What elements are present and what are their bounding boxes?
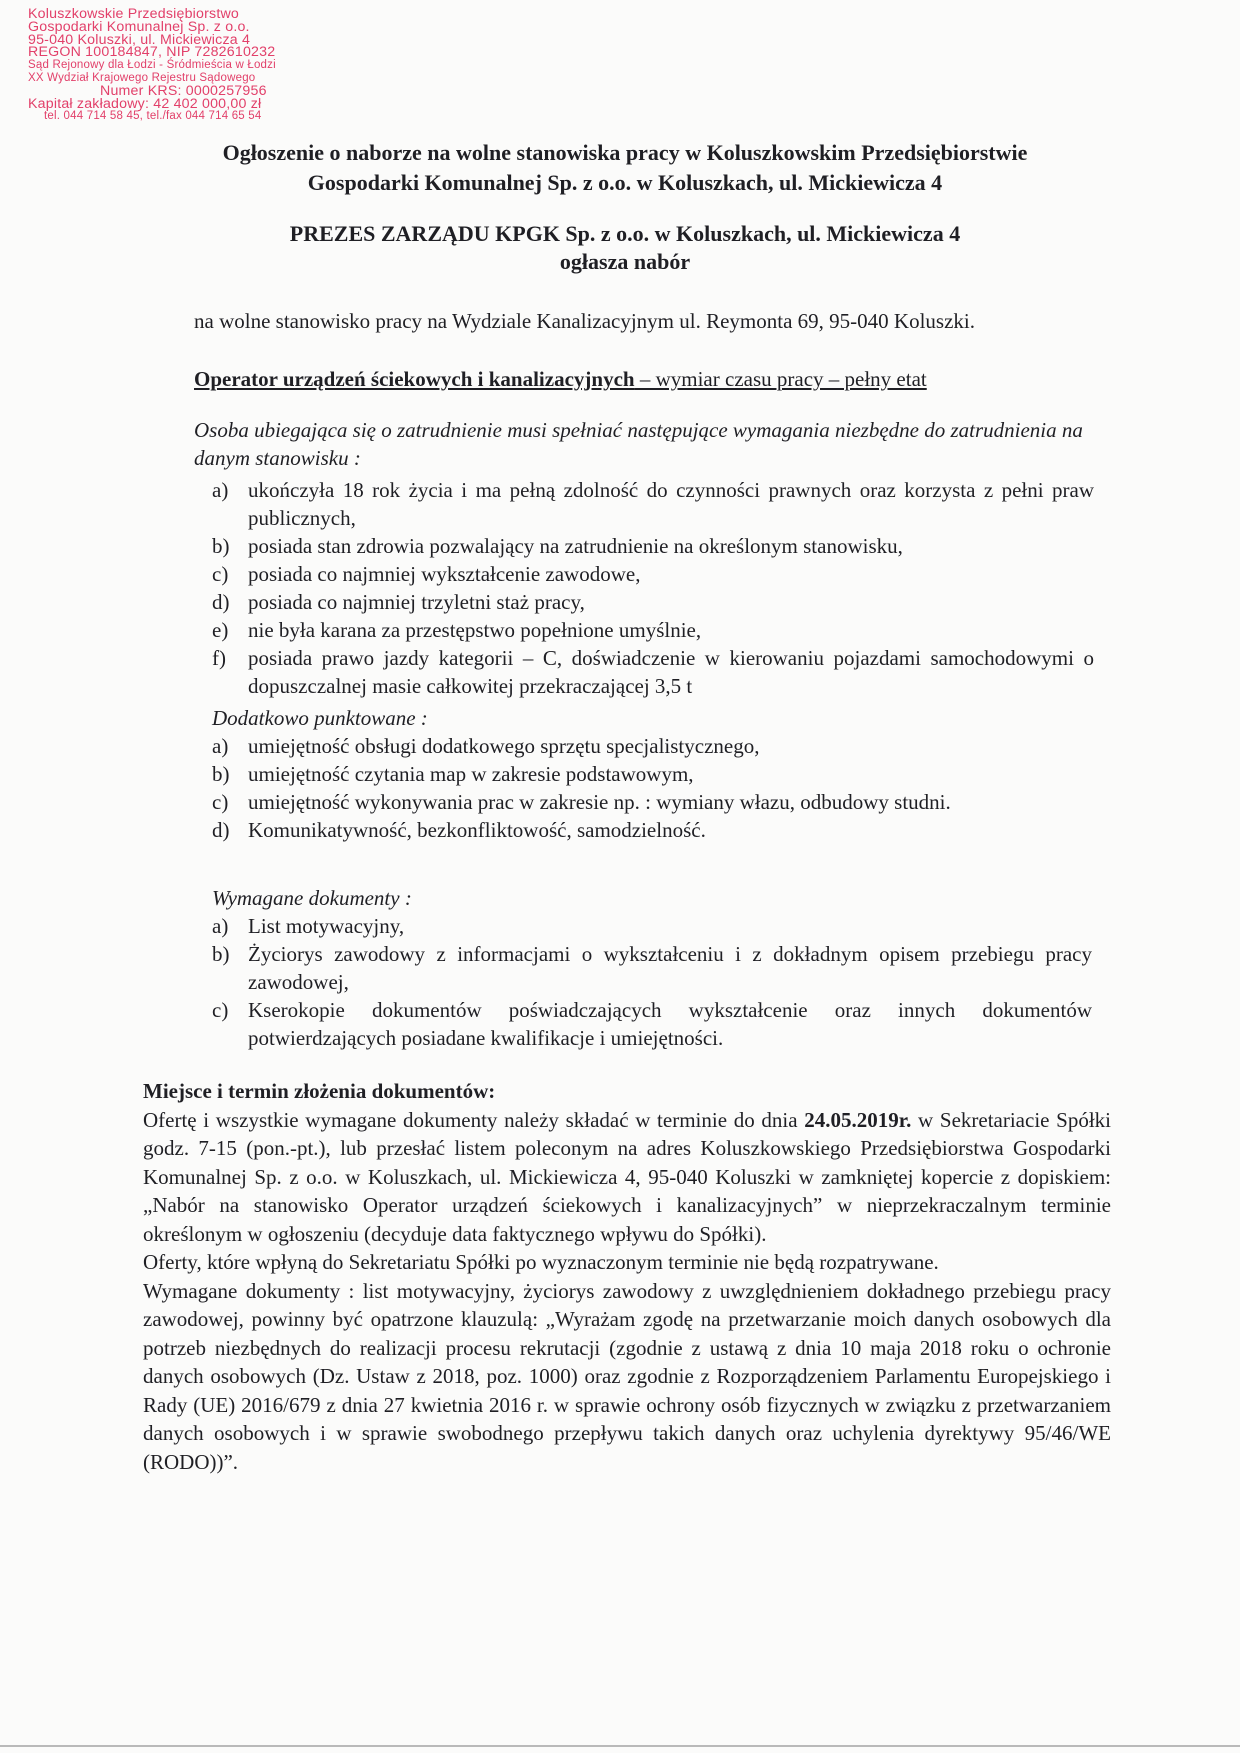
list-item	[212, 732, 1092, 760]
deadline-date: 24.05.2019r.	[804, 1107, 912, 1132]
item-text: posiada prawo jazdy kategorii – C, doświadczenie w kierowaniu pojazdami samochodowymi o dopuszczalnej masie całkowitej przekraczającej 3,5 t	[248, 646, 1094, 698]
item-text: ukończyła 18 rok życia i ma pełną zdolność do czynności prawnych oraz korzysta z pełni praw publicznych,	[248, 478, 1094, 530]
requirements-heading: Osoba ubiegająca się o zatrudnienie musi spełniać następujące wymagania niezbędne do zatrudnienia na danym stanowisku :	[194, 418, 1083, 470]
item-label: b)	[212, 534, 230, 558]
item-text: posiada co najmniej wykształcenie zawodowe,	[248, 562, 641, 586]
item-label: a)	[212, 734, 229, 758]
issuer-heading	[140, 220, 1110, 276]
position-time: – wymiar czasu pracy – pełny etat	[634, 367, 927, 391]
list-item	[194, 532, 1094, 560]
submission-paragraph	[143, 1106, 1111, 1249]
list-item	[212, 760, 1092, 788]
item-text: posiada co najmniej trzyletni staż pracy,	[248, 590, 585, 614]
stamp-line: REGON 100184847, NIP 7282610232	[28, 44, 276, 61]
list-item	[212, 912, 1092, 940]
stamp-line: 95-040 Koluszki, ul. Mickiewicza 4	[28, 31, 251, 48]
list-item	[194, 588, 1094, 616]
list-item	[212, 996, 1092, 1052]
scan-edge-line	[0, 1745, 1240, 1747]
item-text: List motywacyjny,	[248, 914, 405, 938]
stamp-line: Kapitał zakładowy: 42 402 000,00 zł	[28, 95, 262, 112]
list-item	[212, 940, 1092, 996]
item-label: e)	[212, 618, 229, 642]
item-label: a)	[212, 914, 229, 938]
documents-section	[212, 884, 1092, 1052]
submission-heading: Miejsce i termin złożenia dokumentów:	[143, 1079, 496, 1103]
list-item	[212, 788, 1092, 816]
title-line: Gospodarki Komunalnej Sp. z o.o. w Koluszkach, ul. Mickiewicza 4	[307, 170, 943, 195]
item-text: umiejętność obsługi dodatkowego sprzętu specjalistycznego,	[248, 734, 760, 758]
stamp-line: XX Wydział Krajowego Rejestru Sądowego	[28, 71, 256, 84]
list-item	[212, 816, 1092, 844]
item-text: umiejętność wykonywania prac w zakresie np. : wymiany włazu, odbudowy studni.	[248, 790, 951, 814]
stamp-line: Gospodarki Komunalnej Sp. z o.o.	[28, 18, 250, 35]
list-item	[194, 644, 1094, 700]
item-label: b)	[212, 942, 230, 966]
stamp-line: Koluszkowskie Przedsiębiorstwo	[28, 6, 240, 22]
list-item	[194, 476, 1094, 532]
gdpr-clause: Wymagane dokumenty : list motywacyjny, życiorys zawodowy z uwzględnieniem dokładnego przebiegu pracy zawodowej, powinny być opatrzone klauzulą: „Wyrażam zgodę na przetwarzanie moich danych osobowych dla potrzeb niezbędnych do realizacji procesu rekrutacji (zgodnie z ustawą z dnia 10 maja 2018 roku o ochronie danych osobowych (Dz. Ustaw z 2018, poz. 1000) oraz zgodnie z Rozporządzeniem Parlamentu Europejskiego i Rady (UE) 2016/679 z dnia 27 kwietnia 2016 r. w sprawie ochrony osób fizycznych w związku z przetwarzaniem danych osobowych i w sprawie swobodnego przepływu takich danych oraz uchylenia dyrektywy 95/46/WE (RODO))”.	[143, 1278, 1111, 1474]
submission-text: w Sekretariacie Spółki godz. 7-15 (pon.-pt.), lub przesłać listem poleconym na adres Koluszkowskiego Przedsiębiorstwa Gospodarki Komunalnej Sp. z o.o. w Koluszkach, ul. Mickiewicza 4, 95-040 Koluszki w zamkniętej kopercie z dopiskiem: „Nabór na stanowisko Operator urządzeń ściekowych i kanalizacyjnych” w nieprzekraczalnym terminie określonym w ogłoszeniu (decyduje data faktycznego wpływu do Spółki).	[143, 1107, 1112, 1246]
company-stamp	[28, 8, 388, 123]
stamp-line: tel. 044 714 58 45, tel./fax 044 714 65 54	[44, 110, 262, 123]
title-line: Ogłoszenie o naborze na wolne stanowiska pracy w Koluszkowskim Przedsiębiorstwie	[222, 140, 1028, 165]
requirements-section	[194, 416, 1094, 700]
submission-text: Ofertę i wszystkie wymagane dokumenty należy składać w terminie do dnia	[143, 1107, 805, 1132]
stamp-line: Numer KRS: 0000257956	[100, 82, 267, 99]
intro-text: na wolne stanowisko pracy na Wydziale Kanalizacyjnym ul. Reymonta 69, 95-040 Koluszki.	[194, 309, 975, 333]
item-text: Komunikatywność, bezkonfliktowość, samodzielność.	[248, 818, 706, 842]
late-offers-note: Oferty, które wpłyną do Sekretariatu Spółki po wyznaczonym terminie nie będą rozpatrywane.	[143, 1250, 939, 1274]
issuer-line: PREZES ZARZĄDU KPGK Sp. z o.o. w Koluszkach, ul. Mickiewicza 4	[289, 221, 961, 246]
item-label: d)	[212, 590, 230, 614]
extra-heading: Dodatkowo punktowane :	[212, 706, 428, 730]
announcement-title	[140, 138, 1110, 198]
item-text: posiada stan zdrowia pozwalający na zatrudnienie na określonym stanowisku,	[248, 534, 903, 558]
documents-heading: Wymagane dokumenty :	[212, 886, 412, 910]
item-text: nie była karana za przestępstwo popełnione umyślnie,	[248, 618, 702, 642]
issuer-line: ogłasza nabór	[559, 249, 691, 274]
list-item	[194, 616, 1094, 644]
position-name: Operator urządzeń ściekowych i kanalizacyjnych	[194, 367, 635, 391]
item-label: f)	[212, 646, 226, 670]
extra-points-section	[212, 704, 1092, 844]
item-text: umiejętność czytania map w zakresie podstawowym,	[248, 762, 694, 786]
item-label: c)	[212, 562, 229, 586]
item-text: Kserokopie dokumentów poświadczających wykształcenie oraz innych dokumentów potwierdzających posiadane kwalifikacje i umiejętności.	[248, 998, 1092, 1050]
item-text: Życiorys zawodowy z informacjami o wykształceniu i z dokładnym opisem przebiegu pracy zawodowej,	[248, 942, 1092, 994]
list-item	[194, 560, 1094, 588]
position-title	[194, 364, 1074, 394]
item-label: b)	[212, 762, 230, 786]
item-label: c)	[212, 998, 229, 1022]
item-label: c)	[212, 790, 229, 814]
item-label: d)	[212, 818, 230, 842]
submission-section	[143, 1077, 1111, 1476]
stamp-line: Sąd Rejonowy dla Łodzi - Śródmieścia w Łodzi	[28, 59, 276, 72]
item-label: a)	[212, 478, 229, 502]
